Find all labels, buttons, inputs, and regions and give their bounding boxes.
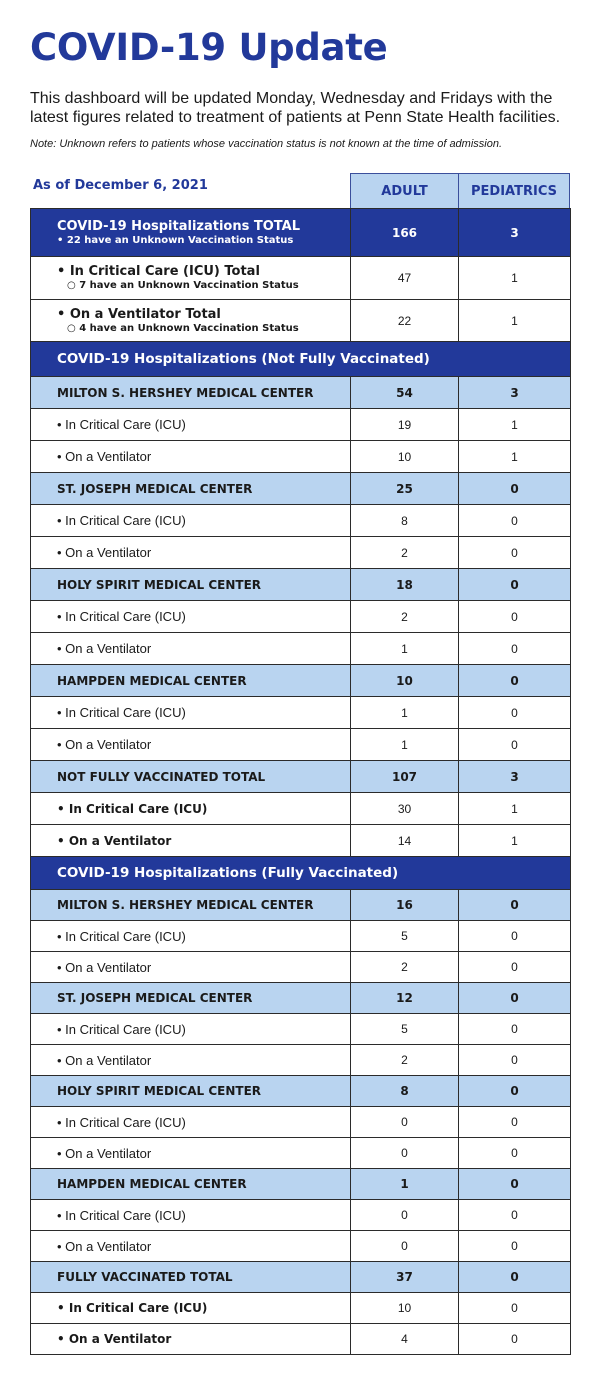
icu-adult: 5 <box>351 1014 459 1045</box>
ventilator-label: • On a Ventilator <box>31 441 351 473</box>
summary-icu-label: • In Critical Care (ICU) Total <box>57 264 260 279</box>
facility-row <box>31 569 571 601</box>
icu-pediatrics: 0 <box>459 1014 571 1045</box>
ventilator-pediatrics: 0 <box>459 1231 571 1262</box>
ventilator-label: • On a Ventilator <box>31 1138 351 1169</box>
facility-row <box>31 665 571 697</box>
facility-adult: 1 <box>351 1169 459 1200</box>
group-total-pediatrics: 3 <box>459 761 571 793</box>
ventilator-pediatrics: 0 <box>459 1138 571 1169</box>
as-of-date: As of December 6, 2021 <box>33 178 208 193</box>
ventilator-row <box>31 1138 571 1169</box>
summary-ventilator-cell <box>31 300 351 342</box>
facility-row <box>31 1169 571 1200</box>
group-total-ventilator-row <box>31 825 571 857</box>
icu-pediatrics: 0 <box>459 505 571 537</box>
facility-row <box>31 983 571 1014</box>
summary-icu-pediatrics: 1 <box>459 257 571 300</box>
icu-label: • In Critical Care (ICU) <box>31 1107 351 1138</box>
facility-row <box>31 377 571 409</box>
ventilator-row <box>31 633 571 665</box>
summary-total-cell <box>31 209 351 257</box>
ventilator-row <box>31 729 571 761</box>
facility-name: HOLY SPIRIT MEDICAL CENTER <box>31 569 351 601</box>
icu-row <box>31 697 571 729</box>
facility-adult: 25 <box>351 473 459 505</box>
icu-label: • In Critical Care (ICU) <box>31 921 351 952</box>
facility-name: ST. JOSEPH MEDICAL CENTER <box>31 473 351 505</box>
icu-adult: 5 <box>351 921 459 952</box>
icu-adult: 0 <box>351 1107 459 1138</box>
icu-row <box>31 1107 571 1138</box>
ventilator-adult: 0 <box>351 1231 459 1262</box>
ventilator-label: • On a Ventilator <box>31 1045 351 1076</box>
facility-name: MILTON S. HERSHEY MEDICAL CENTER <box>31 890 351 921</box>
ventilator-adult: 2 <box>351 537 459 569</box>
ventilator-label: • On a Ventilator <box>31 633 351 665</box>
summary-icu-note: ○ 7 have an Unknown Vaccination Status <box>67 280 299 291</box>
ventilator-pediatrics: 0 <box>459 1045 571 1076</box>
group-total-ventilator-pediatrics: 1 <box>459 825 571 857</box>
facility-row <box>31 1076 571 1107</box>
section-header-fully-vaccinated <box>31 857 571 890</box>
ventilator-adult: 1 <box>351 633 459 665</box>
ventilator-pediatrics: 0 <box>459 633 571 665</box>
column-header-pediatrics: PEDIATRICS <box>458 173 570 209</box>
icu-pediatrics: 0 <box>459 1107 571 1138</box>
icu-label: • In Critical Care (ICU) <box>31 601 351 633</box>
facility-name: MILTON S. HERSHEY MEDICAL CENTER <box>31 377 351 409</box>
facility-row <box>31 890 571 921</box>
facility-row <box>31 473 571 505</box>
ventilator-adult: 2 <box>351 1045 459 1076</box>
summary-icu-adult: 47 <box>351 257 459 300</box>
summary-icu-cell <box>31 257 351 300</box>
summary-ventilator-row <box>31 300 571 342</box>
icu-pediatrics: 0 <box>459 601 571 633</box>
icu-label: • In Critical Care (ICU) <box>31 697 351 729</box>
group-total-ventilator-pediatrics: 0 <box>459 1324 571 1355</box>
hospitalization-table <box>30 208 571 1355</box>
group-total-adult: 107 <box>351 761 459 793</box>
ventilator-label: • On a Ventilator <box>31 729 351 761</box>
section-title-fully-vaccinated: COVID-19 Hospitalizations (Fully Vaccinated) <box>31 857 571 890</box>
ventilator-adult: 0 <box>351 1138 459 1169</box>
icu-row <box>31 921 571 952</box>
section-title-not-fully-vaccinated: COVID-19 Hospitalizations (Not Fully Vaccinated) <box>31 342 571 377</box>
icu-adult: 0 <box>351 1200 459 1231</box>
ventilator-adult: 1 <box>351 729 459 761</box>
icu-row <box>31 409 571 441</box>
group-total-ventilator-adult: 14 <box>351 825 459 857</box>
ventilator-pediatrics: 0 <box>459 952 571 983</box>
group-total-icu-row <box>31 1293 571 1324</box>
group-total-row <box>31 1262 571 1293</box>
ventilator-row <box>31 537 571 569</box>
group-total-ventilator-label: • On a Ventilator <box>31 825 351 857</box>
ventilator-row <box>31 441 571 473</box>
intro-text: This dashboard will be updated Monday, Wednesday and Fridays with the latest figures related to treatment of patients at Penn State Health facilities. <box>30 90 561 126</box>
facility-pediatrics: 0 <box>459 1076 571 1107</box>
facility-pediatrics: 0 <box>459 1169 571 1200</box>
icu-label: • In Critical Care (ICU) <box>31 1014 351 1045</box>
page-title: COVID-19 Update <box>30 26 388 69</box>
ventilator-adult: 2 <box>351 952 459 983</box>
ventilator-pediatrics: 1 <box>459 441 571 473</box>
icu-pediatrics: 0 <box>459 1200 571 1231</box>
group-total-icu-pediatrics: 1 <box>459 793 571 825</box>
facility-name: HAMPDEN MEDICAL CENTER <box>31 665 351 697</box>
facility-adult: 10 <box>351 665 459 697</box>
group-total-name: NOT FULLY VACCINATED TOTAL <box>31 761 351 793</box>
group-total-name: FULLY VACCINATED TOTAL <box>31 1262 351 1293</box>
group-total-ventilator-row <box>31 1324 571 1355</box>
facility-adult: 18 <box>351 569 459 601</box>
section-header-not-fully-vaccinated <box>31 342 571 377</box>
group-total-ventilator-adult: 4 <box>351 1324 459 1355</box>
group-total-icu-adult: 10 <box>351 1293 459 1324</box>
facility-adult: 54 <box>351 377 459 409</box>
ventilator-pediatrics: 0 <box>459 537 571 569</box>
group-total-icu-adult: 30 <box>351 793 459 825</box>
ventilator-row <box>31 1045 571 1076</box>
summary-ventilator-note: ○ 4 have an Unknown Vaccination Status <box>67 322 299 334</box>
group-total-icu-row <box>31 793 571 825</box>
icu-pediatrics: 0 <box>459 921 571 952</box>
group-total-adult: 37 <box>351 1262 459 1293</box>
summary-total-label: COVID-19 Hospitalizations TOTAL <box>57 218 300 234</box>
icu-row <box>31 601 571 633</box>
ventilator-pediatrics: 0 <box>459 729 571 761</box>
facility-pediatrics: 0 <box>459 473 571 505</box>
group-total-row <box>31 761 571 793</box>
icu-label: • In Critical Care (ICU) <box>31 1200 351 1231</box>
facility-pediatrics: 0 <box>459 665 571 697</box>
facility-adult: 16 <box>351 890 459 921</box>
facility-adult: 8 <box>351 1076 459 1107</box>
ventilator-label: • On a Ventilator <box>31 952 351 983</box>
facility-pediatrics: 3 <box>459 377 571 409</box>
icu-adult: 19 <box>351 409 459 441</box>
icu-label: • In Critical Care (ICU) <box>31 505 351 537</box>
ventilator-label: • On a Ventilator <box>31 1231 351 1262</box>
ventilator-row <box>31 1231 571 1262</box>
group-total-icu-label: • In Critical Care (ICU) <box>31 1293 351 1324</box>
column-header-adult: ADULT <box>350 173 459 209</box>
ventilator-row <box>31 952 571 983</box>
summary-total-note: • 22 have an Unknown Vaccination Status <box>57 234 294 246</box>
group-total-icu-label: • In Critical Care (ICU) <box>31 793 351 825</box>
facility-pediatrics: 0 <box>459 569 571 601</box>
ventilator-label: • On a Ventilator <box>31 537 351 569</box>
icu-adult: 1 <box>351 697 459 729</box>
group-total-icu-pediatrics: 0 <box>459 1293 571 1324</box>
icu-row <box>31 505 571 537</box>
icu-adult: 8 <box>351 505 459 537</box>
facility-name: HAMPDEN MEDICAL CENTER <box>31 1169 351 1200</box>
icu-pediatrics: 1 <box>459 409 571 441</box>
icu-adult: 2 <box>351 601 459 633</box>
facility-pediatrics: 0 <box>459 890 571 921</box>
note-text: Note: Unknown refers to patients whose vaccination status is not known at the time of admission. <box>30 138 503 150</box>
summary-icu-row <box>31 257 571 300</box>
summary-ventilator-pediatrics: 1 <box>459 300 571 342</box>
group-total-ventilator-label: • On a Ventilator <box>31 1324 351 1355</box>
group-total-pediatrics: 0 <box>459 1262 571 1293</box>
facility-adult: 12 <box>351 983 459 1014</box>
summary-total-row <box>31 209 571 257</box>
summary-total-pediatrics: 3 <box>459 209 571 257</box>
summary-ventilator-label: • On a Ventilator Total <box>57 306 221 322</box>
icu-label: • In Critical Care (ICU) <box>31 409 351 441</box>
facility-name: HOLY SPIRIT MEDICAL CENTER <box>31 1076 351 1107</box>
summary-ventilator-adult: 22 <box>351 300 459 342</box>
icu-pediatrics: 0 <box>459 697 571 729</box>
ventilator-adult: 10 <box>351 441 459 473</box>
summary-total-adult: 166 <box>351 209 459 257</box>
icu-row <box>31 1200 571 1231</box>
facility-pediatrics: 0 <box>459 983 571 1014</box>
facility-name: ST. JOSEPH MEDICAL CENTER <box>31 983 351 1014</box>
icu-row <box>31 1014 571 1045</box>
